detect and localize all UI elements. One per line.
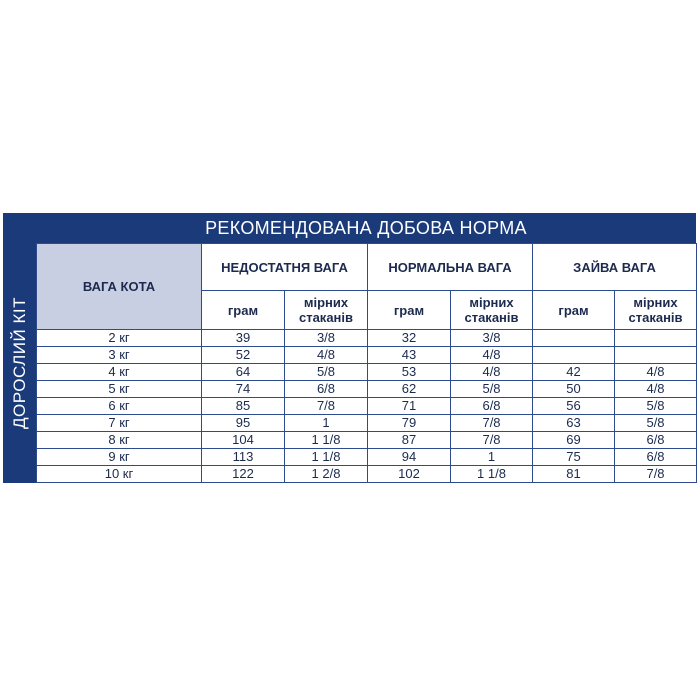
cell-weight: 8 кг <box>37 432 202 449</box>
cell-weight: 3 кг <box>37 347 202 364</box>
table-row <box>37 364 697 381</box>
cell-underweight-gram: 52 <box>202 347 285 364</box>
cell-normal-gram: 62 <box>368 381 451 398</box>
table-row <box>37 398 697 415</box>
cell-underweight-cups: 7/8 <box>285 398 368 415</box>
cell-normal-cups: 5/8 <box>451 381 533 398</box>
cell-overweight-gram: 50 <box>533 381 615 398</box>
cell-overweight-gram: 42 <box>533 364 615 381</box>
cell-underweight-cups: 6/8 <box>285 381 368 398</box>
cell-overweight-gram <box>533 347 615 364</box>
cell-underweight-gram: 64 <box>202 364 285 381</box>
cell-overweight-cups <box>615 330 697 347</box>
table-row <box>37 415 697 432</box>
cell-overweight-cups: 7/8 <box>615 466 697 483</box>
cell-underweight-gram: 39 <box>202 330 285 347</box>
cell-overweight-cups: 5/8 <box>615 415 697 432</box>
side-label <box>3 243 36 483</box>
cell-normal-cups: 7/8 <box>451 415 533 432</box>
cell-underweight-gram: 104 <box>202 432 285 449</box>
column-header-cups: мірних стаканів <box>615 291 697 330</box>
cell-weight: 6 кг <box>37 398 202 415</box>
column-header-normal-weight: НОРМАЛЬНА ВАГА <box>368 244 533 291</box>
cell-underweight-cups: 4/8 <box>285 347 368 364</box>
cell-normal-gram: 71 <box>368 398 451 415</box>
column-header-cups: мірних стаканів <box>285 291 368 330</box>
cell-overweight-cups: 6/8 <box>615 432 697 449</box>
cell-weight: 7 кг <box>37 415 202 432</box>
cell-normal-gram: 87 <box>368 432 451 449</box>
header-row-groups <box>37 244 697 291</box>
column-header-weight: ВАГА КОТА <box>37 244 202 330</box>
cell-overweight-cups: 4/8 <box>615 381 697 398</box>
table-row <box>37 432 697 449</box>
column-header-underweight: НЕДОСТАТНЯ ВАГА <box>202 244 368 291</box>
cell-overweight-gram: 81 <box>533 466 615 483</box>
cell-overweight-gram: 56 <box>533 398 615 415</box>
cell-normal-cups: 7/8 <box>451 432 533 449</box>
cell-underweight-gram: 85 <box>202 398 285 415</box>
column-header-gram: грам <box>202 291 285 330</box>
table-row <box>37 347 697 364</box>
cell-weight: 2 кг <box>37 330 202 347</box>
cell-underweight-cups: 3/8 <box>285 330 368 347</box>
cell-underweight-gram: 95 <box>202 415 285 432</box>
cell-overweight-cups: 5/8 <box>615 398 697 415</box>
cell-underweight-gram: 122 <box>202 466 285 483</box>
cell-normal-gram: 94 <box>368 449 451 466</box>
cell-normal-gram: 102 <box>368 466 451 483</box>
cell-overweight-gram: 63 <box>533 415 615 432</box>
table-row <box>37 449 697 466</box>
table-row <box>37 466 697 483</box>
cell-overweight-cups: 4/8 <box>615 364 697 381</box>
feeding-table <box>36 243 697 483</box>
column-header-gram: грам <box>533 291 615 330</box>
cell-normal-gram: 43 <box>368 347 451 364</box>
cell-normal-cups: 1 1/8 <box>451 466 533 483</box>
column-header-cups: мірних стаканів <box>451 291 533 330</box>
table-row <box>37 330 697 347</box>
cell-underweight-cups: 1 1/8 <box>285 449 368 466</box>
column-header-gram: грам <box>368 291 451 330</box>
column-header-overweight: ЗАЙВА ВАГА <box>533 244 697 291</box>
cell-weight: 9 кг <box>37 449 202 466</box>
cell-normal-cups: 3/8 <box>451 330 533 347</box>
cell-weight: 10 кг <box>37 466 202 483</box>
cell-weight: 4 кг <box>37 364 202 381</box>
cell-normal-cups: 1 <box>451 449 533 466</box>
cell-underweight-cups: 5/8 <box>285 364 368 381</box>
cell-normal-gram: 32 <box>368 330 451 347</box>
cell-underweight-gram: 113 <box>202 449 285 466</box>
cell-normal-cups: 4/8 <box>451 364 533 381</box>
cell-overweight-gram <box>533 330 615 347</box>
feeding-table-panel <box>3 213 696 483</box>
cell-overweight-cups: 6/8 <box>615 449 697 466</box>
table-title: РЕКОМЕНДОВАНА ДОБОВА НОРМА <box>205 217 527 238</box>
cell-normal-cups: 4/8 <box>451 347 533 364</box>
cell-normal-cups: 6/8 <box>451 398 533 415</box>
cell-underweight-cups: 1 1/8 <box>285 432 368 449</box>
cell-underweight-cups: 1 2/8 <box>285 466 368 483</box>
cell-weight: 5 кг <box>37 381 202 398</box>
cell-overweight-gram: 69 <box>533 432 615 449</box>
cell-normal-gram: 53 <box>368 364 451 381</box>
cell-underweight-cups: 1 <box>285 415 368 432</box>
cell-normal-gram: 79 <box>368 415 451 432</box>
cell-overweight-gram: 75 <box>533 449 615 466</box>
side-label-text: ДОРОСЛИЙ КІТ <box>9 297 29 429</box>
table-row <box>37 381 697 398</box>
cell-overweight-cups <box>615 347 697 364</box>
cell-underweight-gram: 74 <box>202 381 285 398</box>
